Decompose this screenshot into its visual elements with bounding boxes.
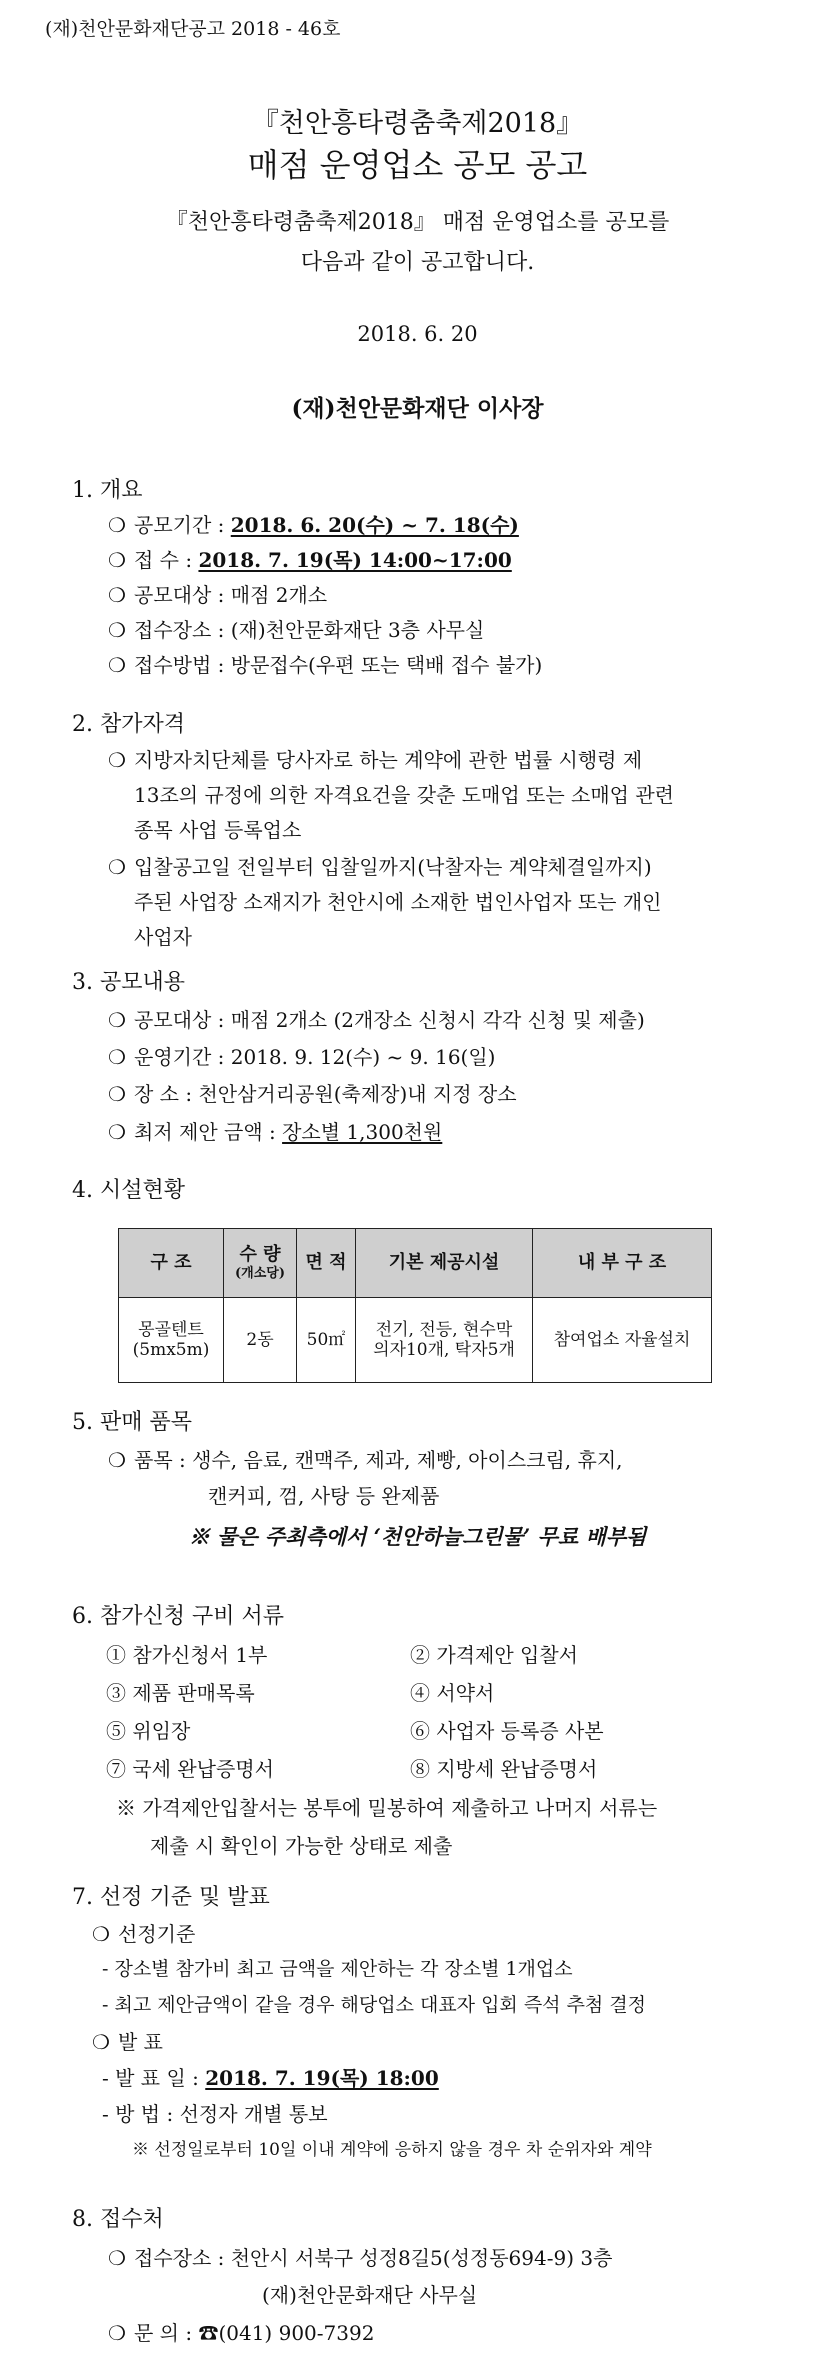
circle-bullet-icon: ❍ [108,748,126,772]
circle-bullet-icon: ❍ [92,1922,110,1946]
s7-note: ※ 선정일로부터 10일 이내 계약에 응하지 않을 경우 차 순위자와 계약 [132,2140,652,2160]
header-interior: 내 부 구 조 [533,1229,712,1298]
s1-item [108,653,542,677]
intro-line1: 『천안흥타령춤축제2018』 매점 운영업소를 공모를 [165,210,670,235]
circle-bullet-icon: ❍ [108,1082,126,1106]
s3-label: 장 소 : [134,1082,193,1106]
s1-item [108,583,327,607]
cell-facilities [356,1298,533,1383]
reception-place-text: 접수장소 : 천안시 서북구 성정8길5(성정동694-9) 3층 [134,2246,613,2270]
s1-value: 2018. 6. 20(수) ~ 7. 18(수) [230,513,519,537]
section1-title: 1. 개요 [72,478,143,503]
s6-note-line2: 제출 시 확인이 가능한 상태로 제출 [150,1834,453,1858]
s6-note-line1: ※ 가격제안입찰서는 봉투에 밀봉하여 제출하고 나머지 서류는 [116,1796,658,1820]
contact-label: 문 의 : [134,2321,193,2345]
cell-quantity: 2동 [224,1298,297,1383]
circle-bullet-icon: ❍ [92,2030,110,2054]
table-header-row [119,1229,712,1298]
cell-structure [119,1298,224,1383]
section3-title: 3. 공모내용 [72,970,185,995]
header-area: 면 적 [297,1229,356,1298]
s3-item [108,1120,442,1144]
s2-p1-line2: 13조의 규정에 의한 자격요건을 갖춘 도매업 또는 소매업 관련 [134,783,674,807]
circle-bullet-icon: ❍ [108,2246,126,2270]
announce-label [92,2030,163,2054]
notice-number: (재)천안문화재단공고 2018 - 46호 [45,18,341,40]
cell-area: 50㎡ [297,1298,356,1383]
doc-item: ⑤ 위임장 [106,1719,191,1743]
header-quantity [224,1229,297,1298]
s2-p2-line2: 주된 사업장 소재지가 천안시에 소재한 법인사업자 또는 개인 [134,890,662,914]
s3-value: 2018. 9. 12(수) ~ 9. 16(일) [230,1045,496,1069]
criteria-label [92,1922,195,1946]
s5-line1 [108,1448,623,1472]
issuer: (재)천안문화재단 이사장 [291,395,544,422]
doc-item: ⑦ 국세 완납증명서 [106,1757,274,1781]
s5-line2: 캔커피, 껌, 사탕 등 완제품 [208,1484,440,1508]
announce-text: 발 표 [118,2030,163,2054]
s1-label: 접수장소 : [134,618,225,642]
section6-title: 6. 참가신청 구비 서류 [72,1604,284,1629]
circle-bullet-icon: ❍ [108,1448,126,1472]
header-structure: 구 조 [119,1229,224,1298]
cell-structure-line1: 몽골텐트 [138,1319,204,1340]
s1-label: 접수방법 : [134,653,225,677]
s1-value: 방문접수(우편 또는 택배 접수 불가) [230,653,543,677]
circle-bullet-icon: ❍ [108,2321,126,2345]
circle-bullet-icon: ❍ [108,583,126,607]
section8-title: 8. 접수처 [72,2207,164,2232]
reception-office: (재)천안문화재단 사무실 [262,2283,478,2307]
doc-item: ⑧ 지방세 완납증명서 [410,1757,598,1781]
doc-item: ① 참가신청서 1부 [106,1643,268,1667]
s2-text: 입찰공고일 전일부터 입찰일까지(낙찰자는 계약체결일까지) [134,855,652,879]
notice-date: 2018. 6. 20 [357,322,478,346]
doc-item: ③ 제품 판매목록 [106,1681,255,1705]
s3-label: 운영기간 : [134,1045,225,1069]
s1-item [108,618,484,642]
doc-item: ② 가격제안 입찰서 [410,1643,578,1667]
s3-value: 천안삼거리공원(축제장)내 지정 장소 [198,1082,517,1106]
s2-p1-line1 [108,748,642,772]
s5-text: 품목 : 생수, 음료, 캔맥주, 제과, 제빵, 아이스크림, 휴지, [134,1448,623,1472]
water-note: ※ 물은 주최측에서 ‘천안하늘그린물’ 무료 배부됨 [188,1524,647,1549]
announce-date [102,2066,439,2090]
s3-label: 최저 제안 금액 : [134,1120,276,1144]
header-facilities: 기본 제공시설 [356,1229,533,1298]
s1-value: (재)천안문화재단 3층 사무실 [230,618,485,642]
cell-facilities-line1: 전기, 전등, 현수막 [375,1319,513,1340]
s1-label: 접 수 : [134,548,193,572]
s3-item [108,1082,517,1106]
s3-label: 공모대상 : [134,1008,225,1032]
cell-facilities-line2: 의자10개, 탁자5개 [373,1340,515,1360]
criteria-line2: - 최고 제안금액이 같을 경우 해당업소 대표자 입회 즉석 추첨 결정 [102,1994,647,2016]
s3-value: 매점 2개소 (2개장소 신청시 각각 신청 및 제출) [230,1008,645,1032]
s3-item [108,1045,495,1069]
contact [108,2321,374,2345]
circle-bullet-icon: ❍ [108,513,126,537]
intro-line2: 다음과 같이 공고합니다. [300,250,535,275]
doc-item: ④ 서약서 [410,1681,495,1705]
table-row [119,1298,712,1383]
circle-bullet-icon: ❍ [108,1120,126,1144]
announce-date-label: - 발 표 일 : [102,2066,199,2090]
section4-title: 4. 시설현황 [72,1178,185,1203]
criteria-line1: - 장소별 참가비 최고 금액을 제안하는 각 장소별 1개업소 [102,1958,573,1980]
s2-p2-line1 [108,855,652,879]
facility-table [118,1228,712,1383]
cell-structure-line2: (5mx5m) [132,1340,210,1360]
s1-item [108,548,512,572]
circle-bullet-icon: ❍ [108,1008,126,1032]
header-quantity-label: 수 량 [239,1244,281,1266]
section2-title: 2. 참가자격 [72,712,185,737]
s1-label: 공모기간 : [134,513,225,537]
criteria-text: 선정기준 [118,1922,196,1946]
s1-item [108,513,519,537]
title-line1: 『천안흥타령춤축제2018』 [251,108,584,139]
s3-item [108,1008,645,1032]
cell-interior: 참여업소 자율설치 [533,1298,712,1383]
circle-bullet-icon: ❍ [108,1045,126,1069]
s1-label: 공모대상 : [134,583,225,607]
circle-bullet-icon: ❍ [108,855,126,879]
circle-bullet-icon: ❍ [108,548,126,572]
contact-phone: ☎(041) 900-7392 [198,2321,375,2345]
announce-method: - 방 법 : 선정자 개별 통보 [102,2102,328,2126]
s2-text: 지방자치단체를 당사자로 하는 계약에 관한 법률 시행령 제 [134,748,643,772]
header-quantity-unit: (개소당) [235,1266,285,1281]
circle-bullet-icon: ❍ [108,653,126,677]
doc-item: ⑥ 사업자 등록증 사본 [410,1719,604,1743]
s1-value: 매점 2개소 [230,583,328,607]
section5-title: 5. 판매 품목 [72,1410,192,1435]
reception-place [108,2246,612,2270]
s2-p1-line3: 종목 사업 등록업소 [134,818,302,842]
announce-date-value: 2018. 7. 19(목) 18:00 [205,2066,439,2090]
section7-title: 7. 선정 기준 및 발표 [72,1885,270,1910]
s3-value: 장소별 1,300천원 [282,1120,443,1144]
circle-bullet-icon: ❍ [108,618,126,642]
s1-value: 2018. 7. 19(목) 14:00~17:00 [198,548,512,572]
page-title: 매점 운영업소 공모 공고 [247,146,588,184]
s2-p2-line3: 사업자 [134,925,192,949]
